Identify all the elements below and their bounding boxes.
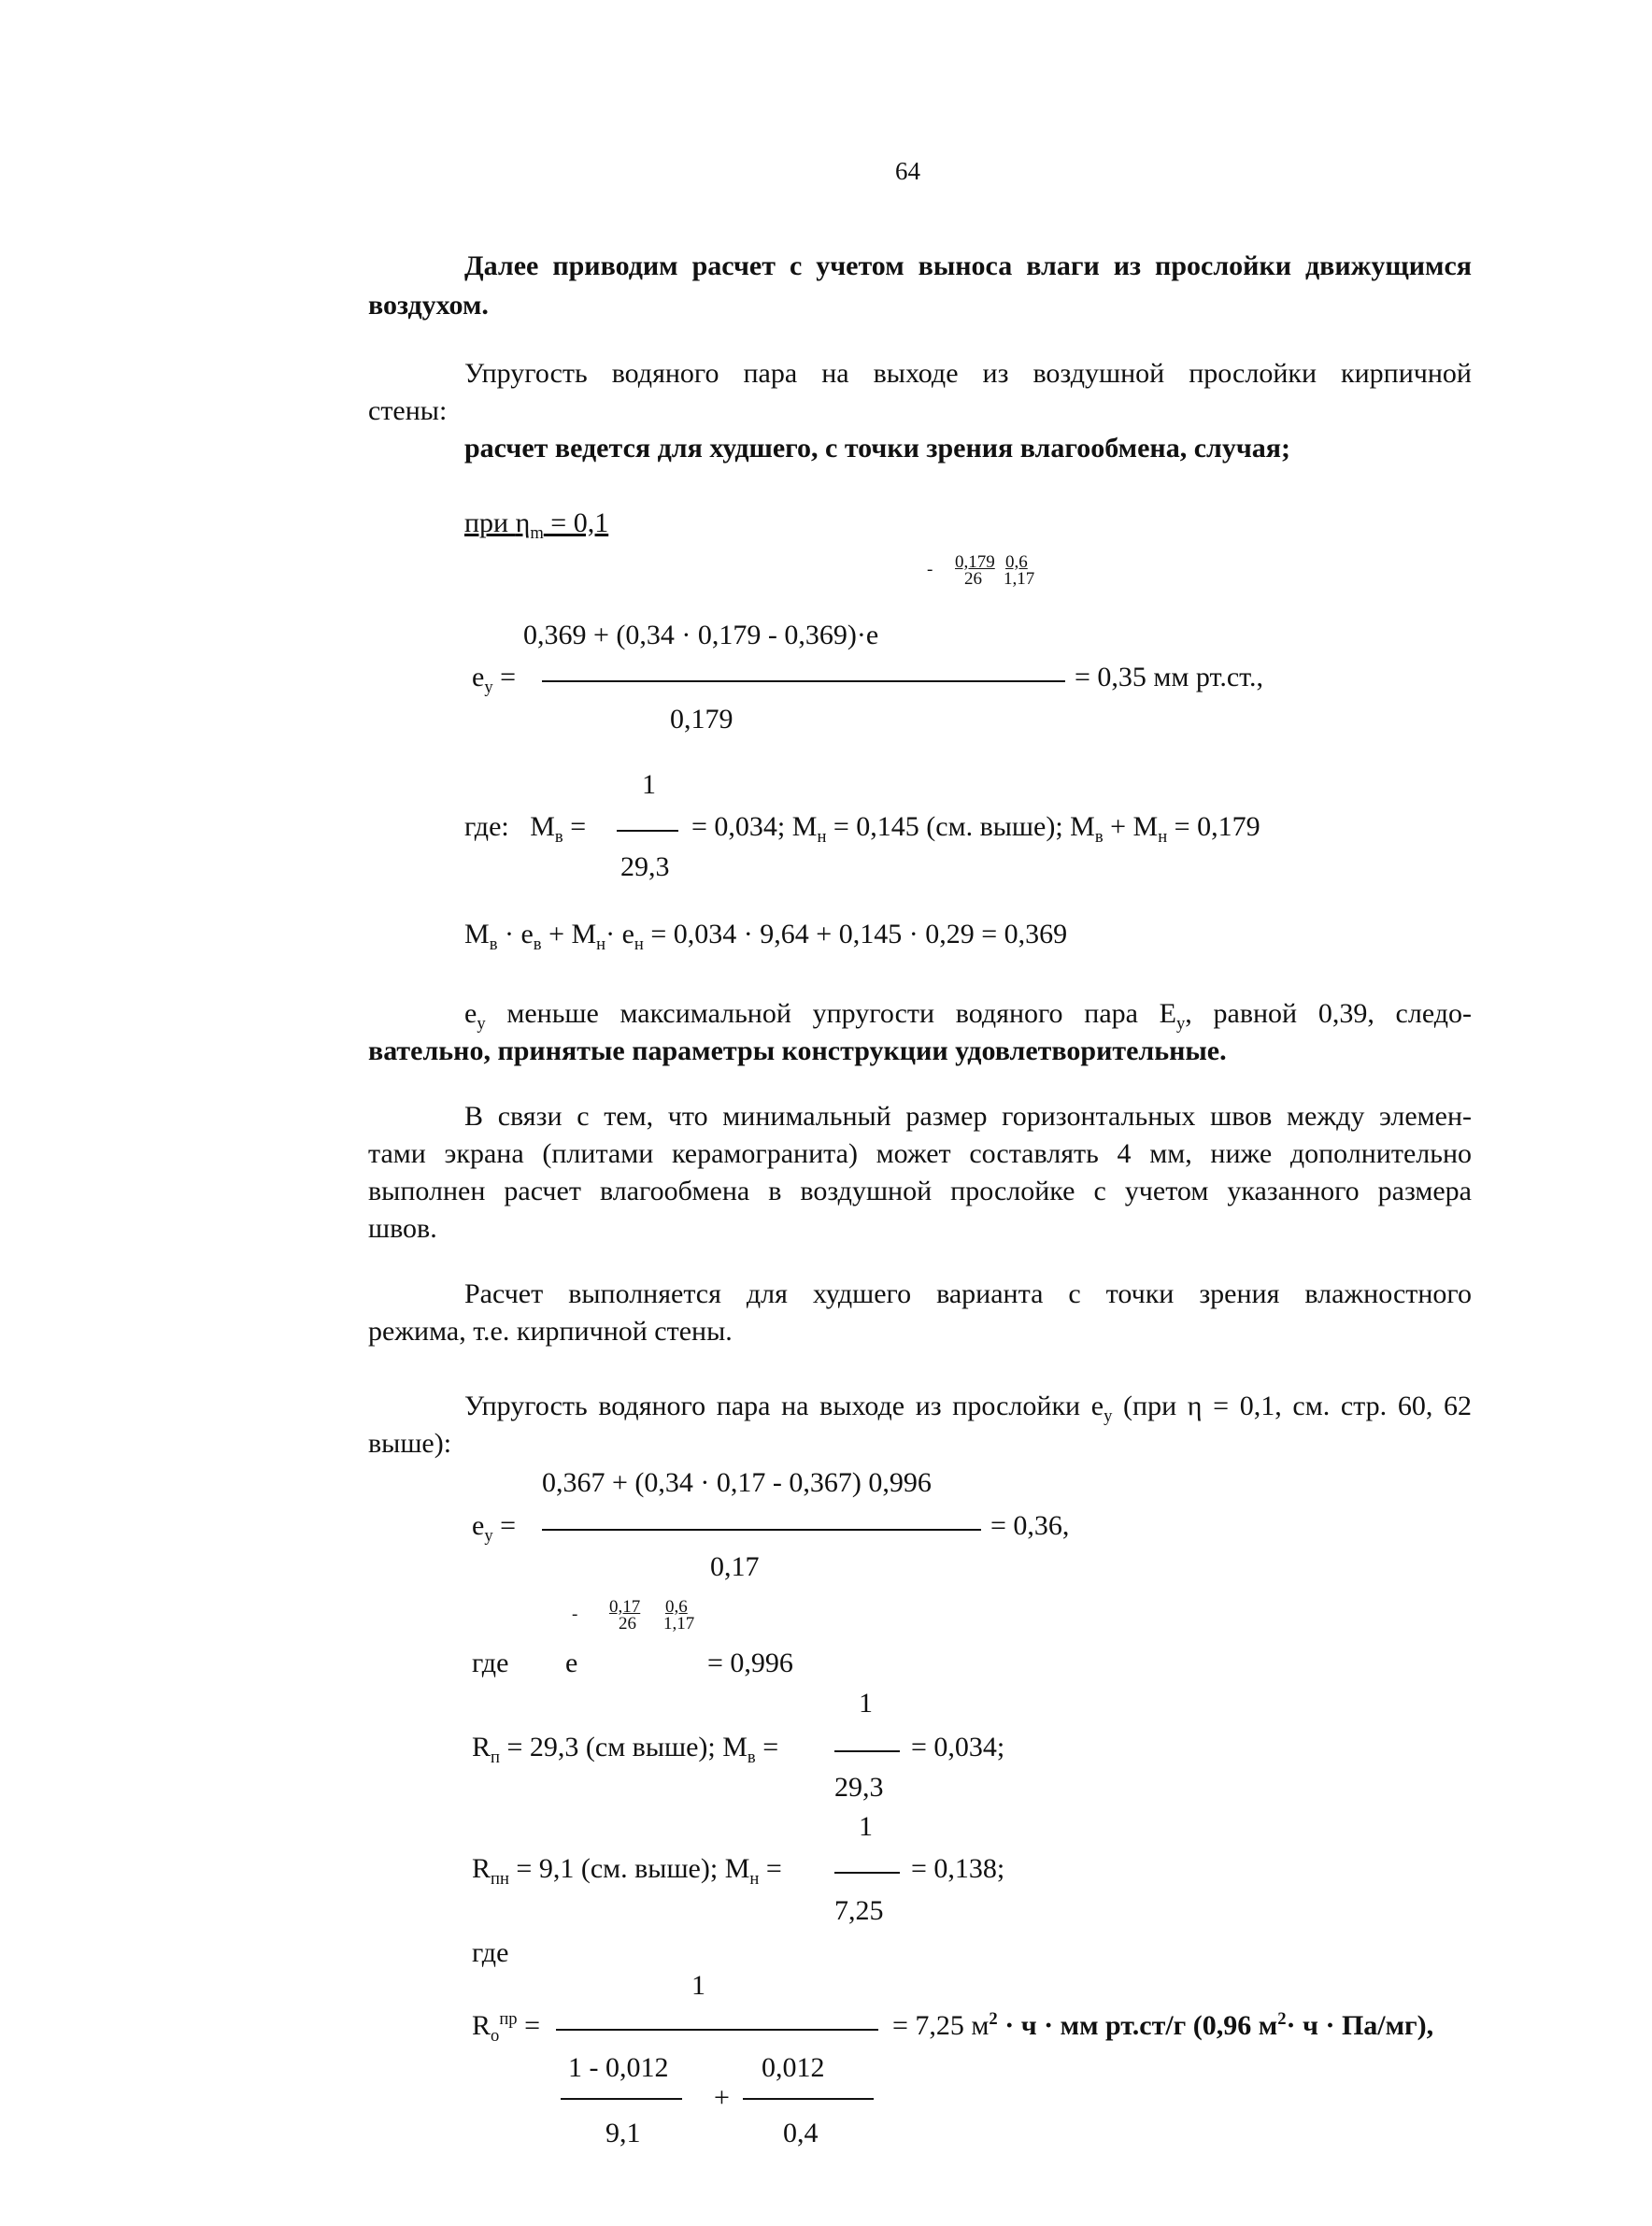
ro-f1-bar [561, 2098, 682, 2100]
exponent-2-d2: 1,17 [663, 1614, 695, 1634]
exponent-1-minus: - [927, 560, 933, 579]
paragraph-4-line-3: выполнен расчет влагообмена в воздушной прослойке с учетом указанного размера [368, 1176, 1472, 1206]
ro-f2-num: 0,012 [762, 2052, 825, 2083]
ro-fraction-bar [556, 2029, 878, 2031]
paragraph-1-line-2: воздухом. [368, 290, 489, 321]
rpn-frac-den: 7,25 [834, 1895, 884, 1926]
paragraph-4-line-2: тами экрана (плитами керамогранита) может составлять 4 мм, ниже дополнительно [368, 1138, 1472, 1169]
exponent-2-d1: 26 [619, 1614, 636, 1634]
paragraph-5-line-2: режима, т.е. кирпичной стены. [368, 1316, 733, 1347]
where-1-rest: = 0,034; $М_н = 0,145$ (см. выше); $М_в + М_н = 0,179$ [691, 811, 1260, 847]
paragraph-3-line-2: вательно, принятые параметры конструкции удовлетворительные. [368, 1035, 1227, 1066]
exponent-2-n2: 0,6 [665, 1597, 688, 1617]
ro-num: 1 [691, 1970, 705, 2001]
where-1-fraction-bar [617, 830, 678, 832]
equation-3-result: = 0,36, [990, 1510, 1070, 1541]
where-2-e: е [565, 1648, 578, 1678]
exponent-1-d2: 1,17 [1004, 569, 1035, 589]
paragraph-4-line-1: В связи с тем, что минимальный размер горизонтальных швов между элемен- [464, 1101, 1472, 1132]
paragraph-2-line-1: Упругость водяного пара на выходе из воздушной прослойки кирпичной [464, 358, 1472, 389]
equation-1-fraction-bar [542, 680, 1065, 682]
ro-plus: + [714, 2082, 730, 2113]
rp-frac-den: 29,3 [834, 1772, 884, 1803]
exponent-1-d1: 26 [964, 569, 982, 589]
where-1-frac-den: 29,3 [620, 851, 670, 882]
paragraph-2-line-3: расчет ведется для худшего, с точки зрения влагообмена, случая; [464, 433, 1290, 464]
rp-fraction-bar [834, 1750, 900, 1752]
ro-f2-bar [743, 2098, 874, 2100]
equation-3-numerator: 0,367 + (0,34 · 0,17 - 0,367) 0,996 [542, 1467, 932, 1498]
equation-1-denominator: 0,179 [670, 704, 733, 735]
equation-3-denominator: 0,17 [710, 1551, 760, 1582]
exponent-1-n1: 0,179 [955, 552, 995, 572]
exponent-2-minus: - [572, 1605, 578, 1624]
paragraph-3-line-1: $е_у$ меньше максимальной упругости водяного пара $Е_у$, равной 0,39, следо- [464, 998, 1472, 1034]
ro-lhs: $R_о^{пр}$ = [472, 2009, 540, 2046]
paragraph-5-line-1: Расчет выполняется для худшего варианта с точки зрения влажностного [464, 1278, 1472, 1309]
equation-1-lhs: $е_у$ = [472, 662, 517, 697]
paragraph-2-line-2: стены: [368, 395, 448, 426]
where-3-label: где [472, 1937, 509, 1968]
rpn-frac-num: 1 [859, 1811, 873, 1842]
condition-eta: при $\eta_m = 0,1$ [464, 507, 609, 543]
ro-f1-den: 9,1 [605, 2118, 641, 2148]
paragraph-1-line-1: Далее приводим расчет с учетом выноса влаги из прослойки движущимся [464, 250, 1472, 281]
paragraph-6-line-1: Упругость водяного пара на выходе из прослойки $е_у$ (при η = 0,1, см. стр. 60, 62 [464, 1391, 1472, 1426]
ro-f1-num: 1 - 0,012 [568, 2052, 669, 2083]
ro-result: = 7,25 $м^2 \cdot ч$ · мм рт.ст/г (0,96 $м^2\cdot ч \cdot Па/мг$), [892, 2009, 1434, 2041]
rp-result: = 0,034; [911, 1732, 1005, 1762]
paragraph-4-line-4: швов. [368, 1213, 437, 1244]
where-1-frac-num: 1 [642, 769, 656, 800]
rpn-line: $R_{пн} = 9,1$ (см. выше); $М_н$ = [472, 1853, 782, 1889]
ro-f2-den: 0,4 [783, 2118, 819, 2148]
equation-3-fraction-bar [542, 1529, 981, 1531]
rpn-fraction-bar [834, 1872, 900, 1874]
page-number: 64 [895, 157, 920, 185]
exponent-1-n2: 0,6 [1005, 552, 1028, 572]
where-2-label: где [472, 1648, 509, 1678]
equation-1-numerator: 0,369 + (0,34 · 0,179 - 0,369)·е [523, 620, 879, 650]
where-1-line: где: $М_в$ = [464, 811, 587, 847]
rp-line: $R_п = 29,3$ (см выше); $М_в$ = [472, 1732, 779, 1767]
rpn-result: = 0,138; [911, 1853, 1005, 1884]
equation-3-lhs: $е_у$ = [472, 1510, 517, 1546]
equation-2: $М_в \cdot е_в + М_н\cdot е_н = 0,034 \cdot 9,64 + 0,145 \cdot 0,29 = 0,369$ [464, 919, 1068, 954]
paragraph-6-line-2: выше): [368, 1428, 452, 1459]
where-2-rest: = 0,996 [707, 1648, 793, 1678]
exponent-2-n1: 0,17 [609, 1597, 641, 1617]
rp-frac-num: 1 [859, 1688, 873, 1719]
equation-1-result: = 0,35 мм рт.ст., [1075, 662, 1264, 692]
